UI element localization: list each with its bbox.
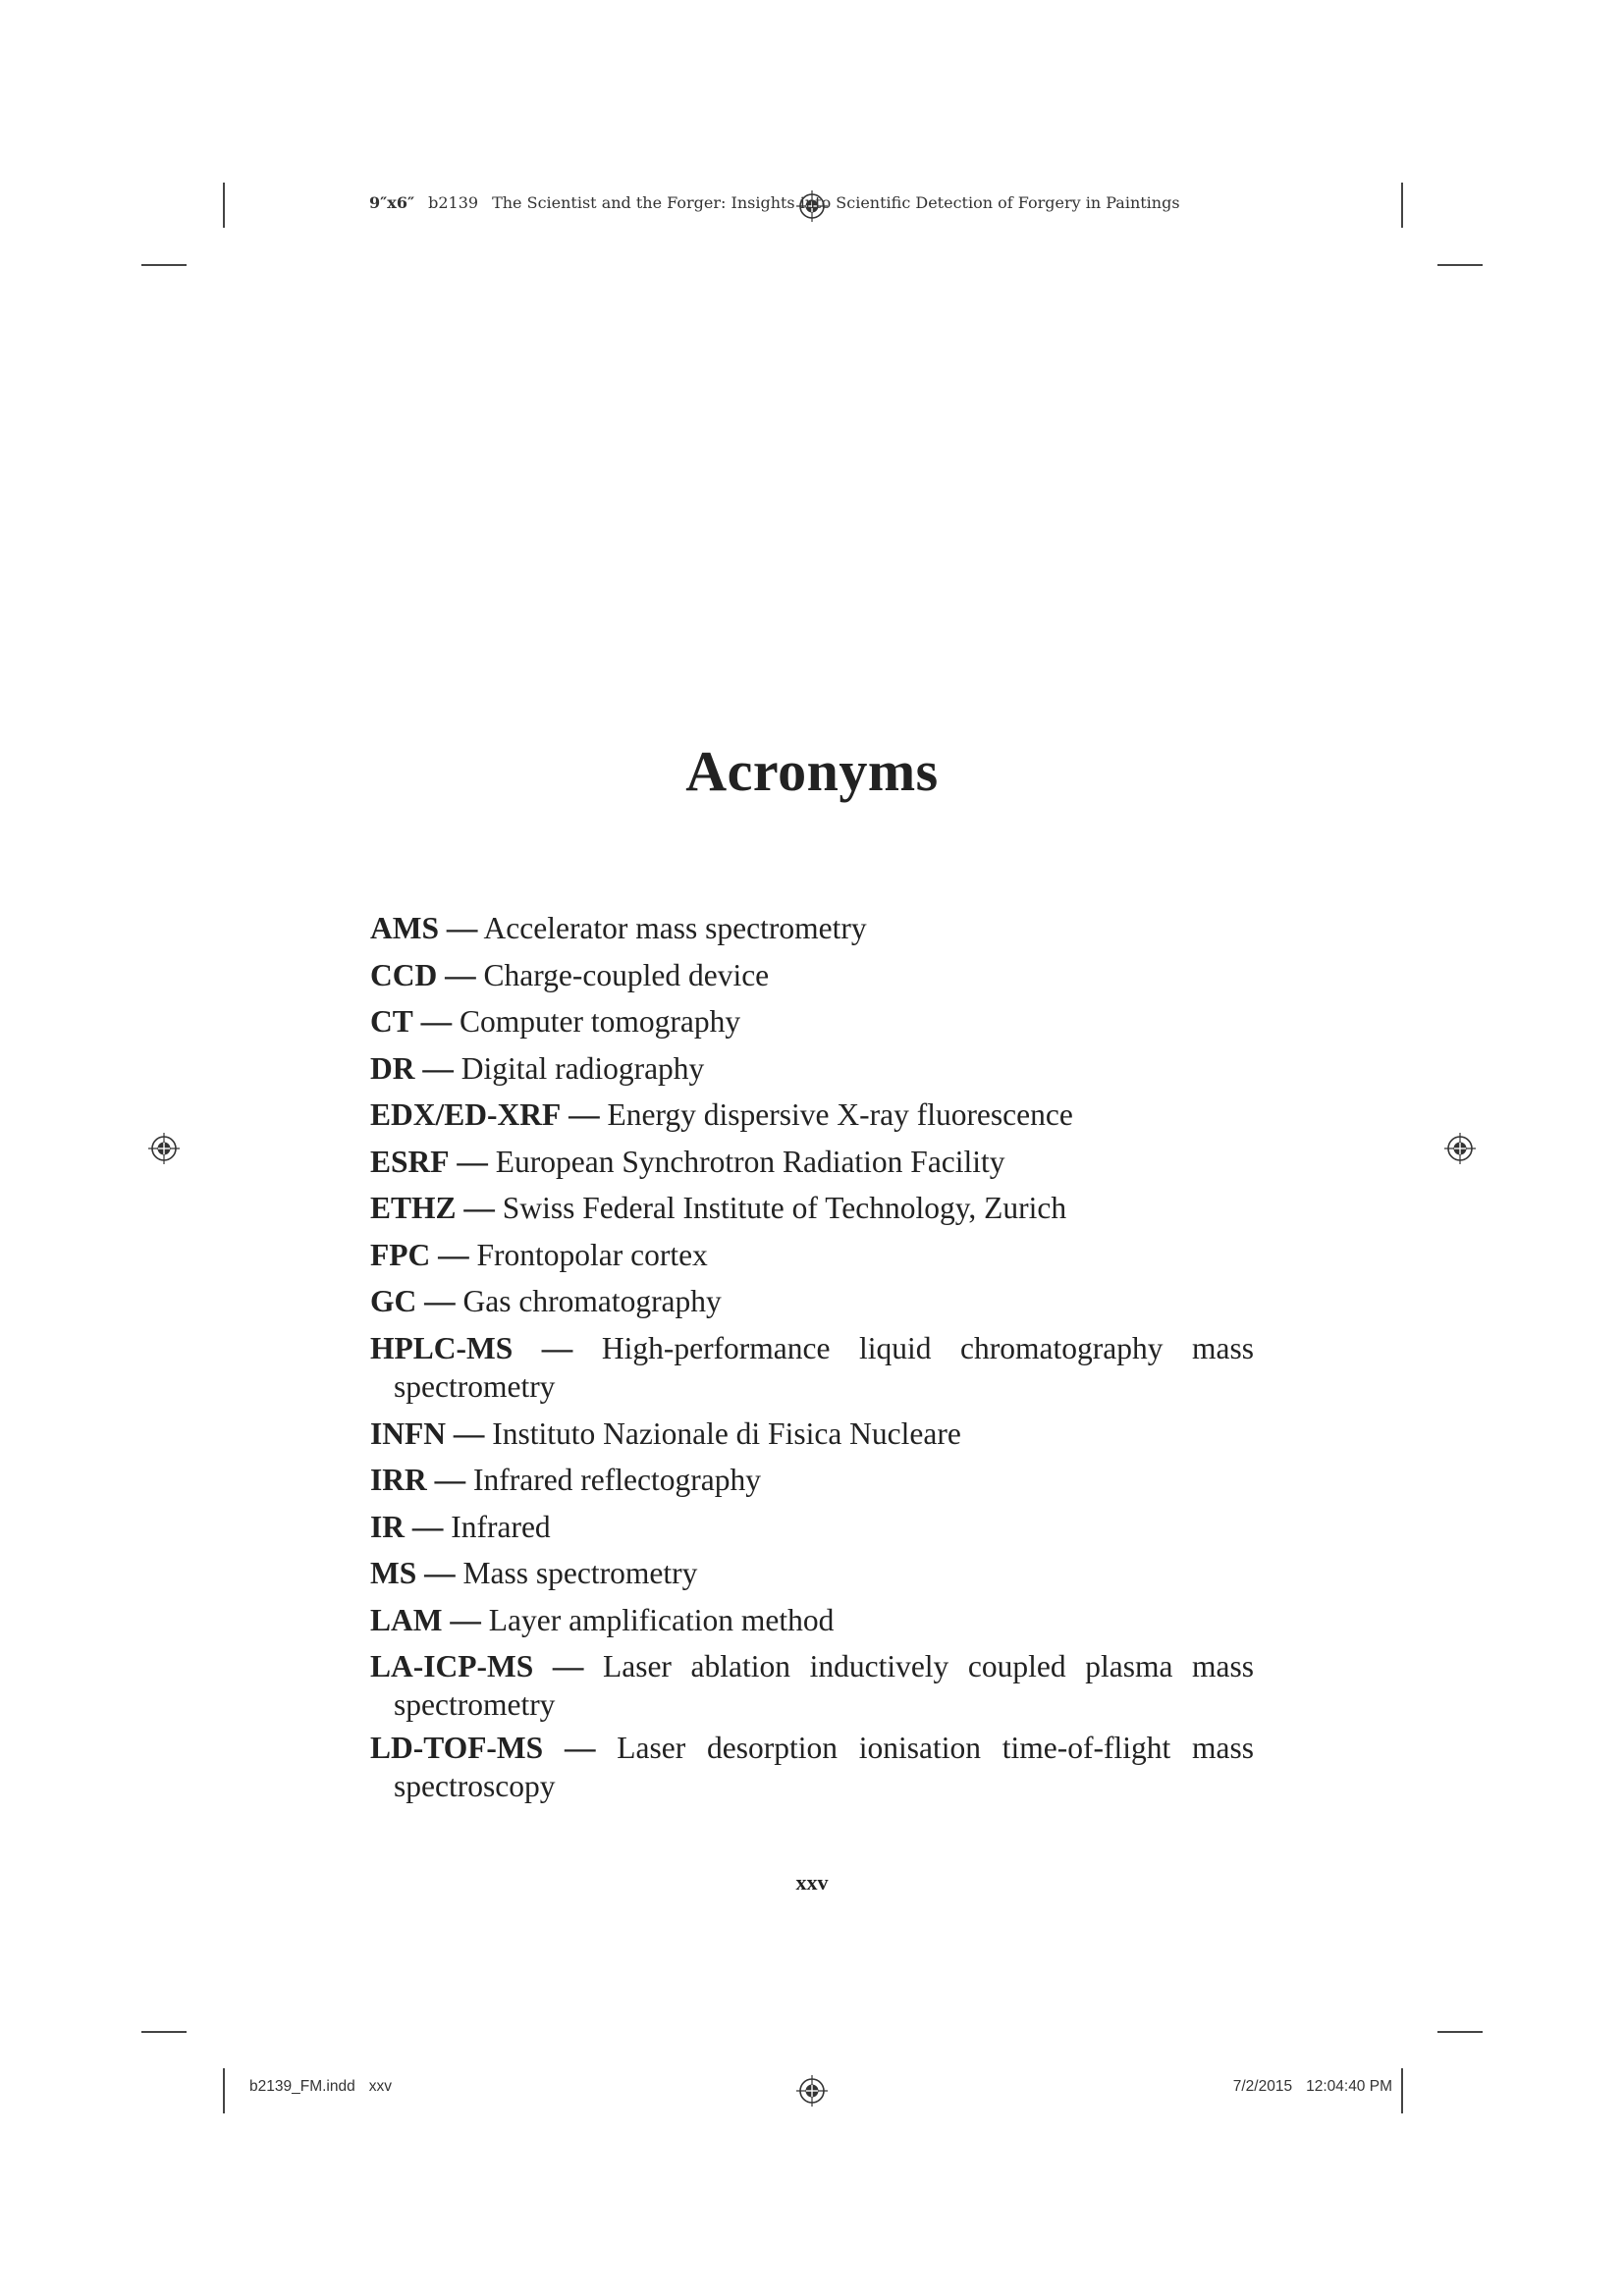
acronym-entry: GC — Gas chromatography (370, 1284, 722, 1318)
acronym-definition: Mass spectrometry (462, 1556, 698, 1590)
slug-page: xxv (368, 2078, 392, 2095)
acronym-entry: IRR — Infrared reflectography (370, 1463, 761, 1497)
acronym-definition: Layer amplification method (488, 1602, 835, 1637)
acronym-definition: Computer tomography (460, 1004, 741, 1039)
acronym-entry: CCD — Charge-coupled device (370, 957, 770, 992)
acronym-entry: ESRF — European Synchrotron Radiation Facility (370, 1144, 1005, 1179)
acronym-term: CT (370, 1004, 413, 1039)
acronym-term: ETHZ (370, 1191, 457, 1225)
slug-file-name: b2139_FM.indd (249, 2078, 355, 2095)
acronym-entry: EDX/ED-XRF — Energy dispersive X-ray fluorescence (370, 1097, 1073, 1132)
registration-mark-icon (147, 1132, 181, 1165)
acronym-term: HPLC-MS (370, 1330, 514, 1365)
acronym-definition: Accelerator mass spectrometry (483, 911, 867, 945)
acronym-term: GC (370, 1284, 417, 1318)
crop-mark-bottom-right-vertical (1401, 2068, 1403, 2113)
acronym-definition: Infrared (451, 1509, 551, 1544)
slug-time: 12:04:40 PM (1306, 2078, 1392, 2095)
crop-mark-top-right-vertical (1401, 183, 1403, 228)
crop-mark-top-left-vertical (223, 183, 225, 228)
acronym-term: ESRF (370, 1144, 450, 1179)
book-title: The Scientist and the Forger: Insights into Scientific Detection of Forgery in Paintings (492, 193, 1180, 212)
acronym-entry: AMS — Accelerator mass spectrometry (370, 911, 867, 945)
acronym-list (370, 905, 1254, 1810)
acronym-definition: Laser ablation inductively coupled plasma mass spectrometry (394, 1649, 1255, 1722)
crop-mark-top-right-horizontal (1437, 264, 1483, 266)
acronym-definition: Infrared reflectography (473, 1463, 761, 1497)
registration-mark-icon (1443, 1132, 1477, 1165)
crop-mark-bottom-left-horizontal (141, 2031, 187, 2033)
acronym-term: LAM (370, 1602, 443, 1637)
page-number: xxv (795, 1870, 829, 1895)
acronym-entry: FPC — Frontopolar cortex (370, 1237, 708, 1272)
acronym-definition: Frontopolar cortex (476, 1237, 708, 1272)
acronym-term: EDX/ED-XRF (370, 1097, 562, 1132)
acronym-entry: CT — Computer tomography (370, 1004, 741, 1039)
acronym-entry: IR — Infrared (370, 1509, 551, 1544)
acronym-entry: HPLC-MS — High-performance liquid chromatography mass spectrometry (370, 1330, 1255, 1404)
acronym-definition: European Synchrotron Radiation Facility (495, 1144, 1005, 1179)
acronym-term: FPC (370, 1237, 431, 1272)
acronym-definition: High-performance liquid chromatography mass spectrometry (394, 1330, 1255, 1404)
acronym-entry: DR — Digital radiography (370, 1050, 705, 1086)
trim-size: 9″x6″ (369, 193, 415, 212)
running-header (369, 193, 1253, 212)
acronym-term: CCD (370, 957, 438, 992)
acronym-term: IR (370, 1509, 406, 1544)
job-number: b2139 (428, 193, 479, 212)
acronym-entry: LA-ICP-MS — Laser ablation inductively coupled plasma mass spectrometry (370, 1649, 1255, 1722)
acronym-term: INFN (370, 1415, 446, 1451)
acronym-definition: Swiss Federal Institute of Technology, Zurich (502, 1191, 1067, 1225)
slug-date: 7/2/2015 (1232, 2078, 1293, 2095)
crop-mark-top-left-horizontal (141, 264, 187, 266)
acronym-definition: Laser desorption ionisation time-of-flight mass spectroscopy (394, 1731, 1254, 1803)
acronym-term: LD-TOF-MS (370, 1731, 544, 1765)
slug-file-info (249, 2078, 392, 2096)
acronym-term: IRR (370, 1463, 427, 1497)
acronym-entry: LD-TOF-MS — Laser desorption ionisation time-of-flight mass spectroscopy (370, 1731, 1254, 1803)
acronym-definition: Instituto Nazionale di Fisica Nucleare (492, 1415, 961, 1451)
acronym-term: MS (370, 1556, 417, 1590)
acronym-entry: INFN — Instituto Nazionale di Fisica Nucleare (370, 1415, 961, 1451)
acronym-definition: Gas chromatography (462, 1284, 722, 1318)
crop-mark-bottom-left-vertical (223, 2068, 225, 2113)
page-title: Acronyms (685, 739, 939, 803)
slug-timestamp (1233, 2078, 1392, 2096)
acronym-term: DR (370, 1050, 415, 1086)
acronym-entry: ETHZ — Swiss Federal Institute of Technology, Zurich (370, 1191, 1067, 1225)
acronym-definition: Energy dispersive X-ray fluorescence (607, 1097, 1073, 1132)
acronym-entry: MS — Mass spectrometry (370, 1556, 698, 1590)
acronym-term: AMS (370, 911, 439, 945)
registration-mark-icon (795, 2074, 829, 2108)
crop-mark-bottom-right-horizontal (1437, 2031, 1483, 2033)
acronym-entry: LAM — Layer amplification method (370, 1602, 835, 1637)
acronym-definition: Charge-coupled device (483, 957, 770, 992)
acronym-term: LA-ICP-MS (370, 1649, 534, 1683)
acronym-definition: Digital radiography (460, 1050, 705, 1086)
